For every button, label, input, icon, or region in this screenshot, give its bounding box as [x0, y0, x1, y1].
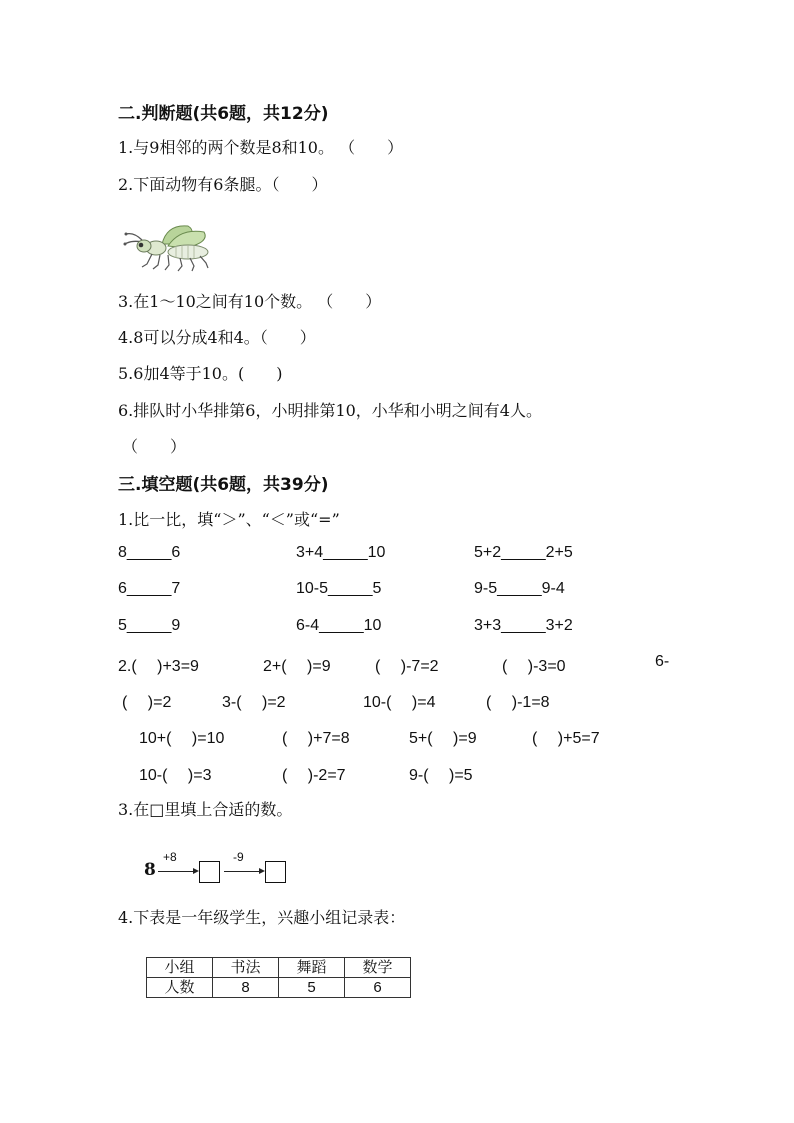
compare-item: 5+2_____2+5	[474, 544, 573, 561]
equation-item: 10-( )=3	[139, 767, 212, 784]
compare-item: 5_____9	[118, 617, 181, 634]
answer-box[interactable]	[199, 861, 220, 883]
equation-item: ( )-1=8	[486, 694, 550, 711]
compare-item: 6_____7	[118, 580, 181, 597]
fill-question-4: 4.下表是一年级学生，兴趣小组记录表：	[118, 908, 406, 927]
question-2: 2.下面动物有6条腿。（ ）	[118, 175, 328, 194]
table-header-row	[147, 958, 411, 978]
record-table	[146, 957, 411, 998]
equation-item: ( )+5=7	[532, 730, 600, 747]
equation-item: 5+( )=9	[409, 730, 477, 747]
question-3: 3.在1～10之间有10个数。 （ ）	[118, 292, 382, 311]
arrow-line	[224, 871, 262, 872]
compare-item: 9-5_____9-4	[474, 580, 565, 597]
equation-item: ( )-3=0	[502, 658, 566, 675]
equation-item: 2.( )+3=9	[118, 658, 199, 675]
table-cell: 8	[213, 978, 279, 998]
compare-item: 8_____6	[118, 544, 181, 561]
start-number: 8	[144, 860, 156, 880]
question-6: 6.排队时小华排第6，小明排第10，小华和小明之间有4人。	[118, 401, 542, 420]
equation-item: 6-	[655, 653, 670, 670]
question-5: 5.6加4等于10。( )	[118, 364, 283, 383]
question-4: 4.8可以分成4和4。（ ）	[118, 328, 316, 347]
fill-question-1: 1.比一比，填“＞”、“＜”或“=”	[118, 510, 340, 529]
fill-question-3: 3.在□里填上合适的数。	[118, 800, 293, 819]
question-1: 1.与9相邻的两个数是8和10。 （ ）	[118, 138, 404, 157]
table-header-cell: 舞蹈	[279, 958, 345, 978]
table-cell: 6	[345, 978, 411, 998]
compare-item: 3+4_____10	[296, 544, 386, 561]
compare-item: 3+3_____3+2	[474, 617, 573, 634]
table-header-cell: 小组	[147, 958, 213, 978]
equation-item: 3-( )=2	[222, 694, 286, 711]
table-header-cell: 书法	[213, 958, 279, 978]
question-6-blank: （ ）	[122, 437, 187, 456]
section3-title: 三.填空题(共6题，共39分)	[118, 475, 329, 495]
section2-title: 二.判断题(共6题，共12分)	[118, 104, 329, 124]
equation-item: 10-( )=4	[363, 694, 436, 711]
table-row	[147, 978, 411, 998]
arrow-line	[158, 871, 196, 872]
operation-label: +8	[163, 850, 177, 864]
equation-item: 9-( )=5	[409, 767, 473, 784]
arrow-diagram	[142, 850, 292, 886]
equation-item: ( )=2	[122, 694, 172, 711]
table-cell: 人数	[147, 978, 213, 998]
compare-item: 6-4_____10	[296, 617, 382, 634]
operation-label: -9	[233, 850, 244, 864]
answer-box[interactable]	[265, 861, 286, 883]
table-header-cell: 数学	[345, 958, 411, 978]
compare-item: 10-5_____5	[296, 580, 382, 597]
equation-item: 2+( )=9	[263, 658, 331, 675]
table-cell: 5	[279, 978, 345, 998]
equation-item: 10+( )=10	[139, 730, 225, 747]
insect-icon	[122, 222, 214, 274]
equation-item: ( )+7=8	[282, 730, 350, 747]
equation-item: ( )-7=2	[375, 658, 439, 675]
equation-item: ( )-2=7	[282, 767, 346, 784]
